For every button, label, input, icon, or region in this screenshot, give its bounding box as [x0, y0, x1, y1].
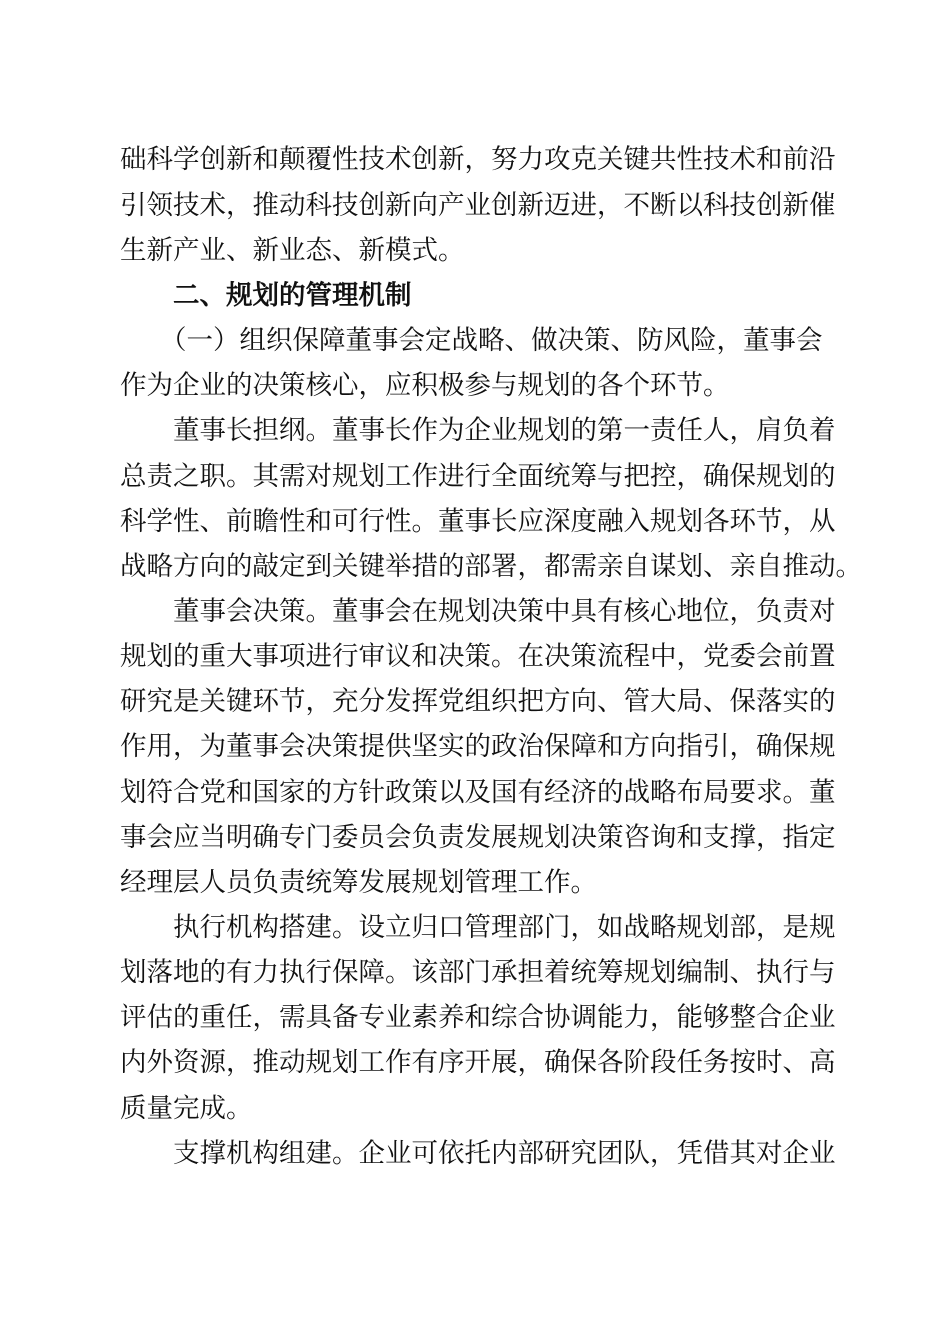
paragraph-line: 作用，为董事会决策提供坚实的政治保障和方向指引，确保规 — [120, 731, 836, 762]
paragraph-line: 科学性、前瞻性和可行性。董事长应深度融入规划各环节，从 — [120, 506, 836, 537]
paragraph-line: 事会应当明确专门委员会负责发展规划决策咨询和支撑，指定 — [120, 822, 836, 853]
paragraph-line: 础科学创新和颠覆性技术创新，努力攻克关键共性技术和前沿 — [120, 144, 836, 175]
paragraph-line: 划落地的有力执行保障。该部门承担着统筹规划编制、执行与 — [120, 957, 836, 988]
paragraph-line: 研究是关键环节，充分发挥党组织把方向、管大局、保落实的 — [120, 686, 836, 717]
section-heading: 二、规划的管理机制 — [173, 280, 412, 311]
paragraph-line: 划符合党和国家的方针政策以及国有经济的战略布局要求。董 — [120, 777, 836, 808]
paragraph-line: 总责之职。其需对规划工作进行全面统筹与把控，确保规划的 — [120, 461, 836, 492]
paragraph-line: 董事会决策。董事会在规划决策中具有核心地位，负责对 — [173, 596, 836, 627]
paragraph-line: 生新产业、新业态、新模式。 — [120, 235, 465, 266]
paragraph-line: 作为企业的决策核心，应积极参与规划的各个环节。 — [120, 370, 730, 401]
paragraph-line: 评估的重任，需具备专业素养和综合协调能力，能够整合企业 — [120, 1002, 836, 1033]
paragraph-line: 董事长担纲。董事长作为企业规划的第一责任人，肩负着 — [173, 415, 836, 446]
subsection-heading: （一）组织保障董事会定战略、做决策、防风险，董事会 — [160, 325, 823, 356]
paragraph-line: 执行机构搭建。设立归口管理部门，如战略规划部，是规 — [173, 912, 836, 943]
paragraph-line: 经理层人员负责统筹发展规划管理工作。 — [120, 867, 597, 898]
paragraph-line: 质量完成。 — [120, 1093, 253, 1124]
paragraph-line: 战略方向的敲定到关键举措的部署，都需亲自谋划、亲自推动。 — [120, 551, 862, 582]
paragraph-line: 内外资源，推动规划工作有序开展，确保各阶段任务按时、高 — [120, 1047, 836, 1078]
paragraph-line: 规划的重大事项进行审议和决策。在决策流程中，党委会前置 — [120, 641, 836, 672]
paragraph-line: 支撑机构组建。企业可依托内部研究团队，凭借其对企业 — [173, 1138, 836, 1169]
paragraph-line: 引领技术，推动科技创新向产业创新迈进，不断以科技创新催 — [120, 190, 836, 221]
